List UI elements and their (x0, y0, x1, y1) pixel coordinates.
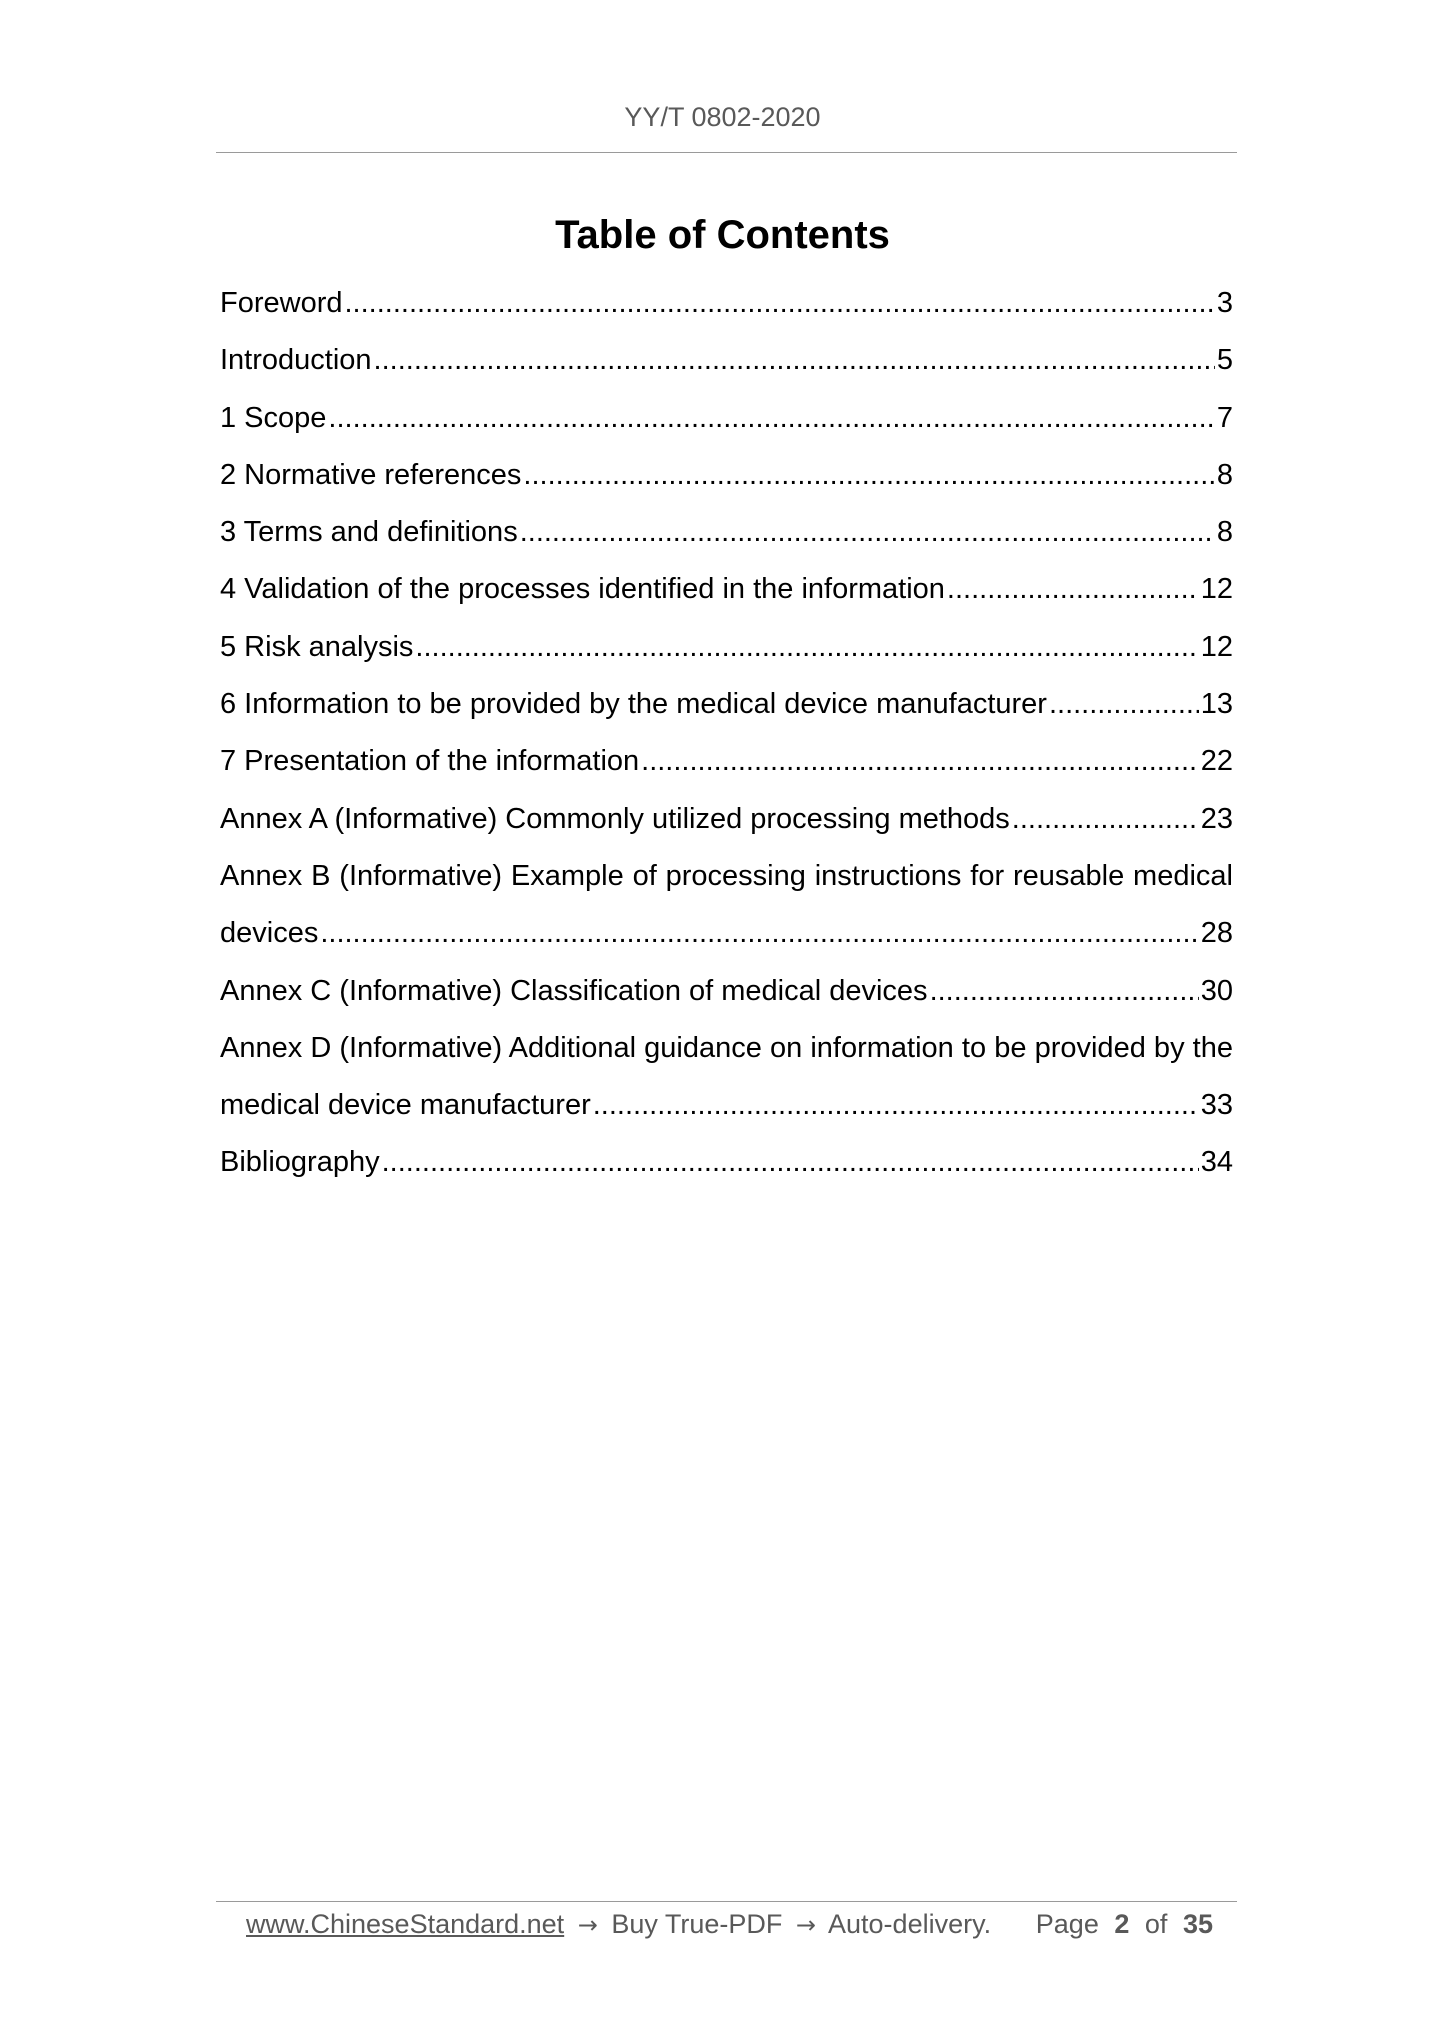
toc-entry-foreword[interactable] (220, 275, 1233, 332)
toc-entry-annex-b-line1[interactable]: Annex B (Informative) Example of processing instructions for reusable medical (220, 859, 1233, 892)
page-total: 35 (1182, 1909, 1213, 1939)
toc-leader-dots (1049, 676, 1199, 733)
toc-leader-dots (320, 905, 1198, 962)
toc-entry-normative-references[interactable] (220, 447, 1233, 504)
toc-entry-label: medical device manufacturer (220, 1089, 591, 1122)
arrow-right-icon: → (577, 1911, 598, 1939)
toc-entry-page: 23 (1200, 802, 1233, 835)
footer (246, 1904, 1221, 1944)
toc-leader-dots (345, 275, 1215, 332)
toc-entry-risk-analysis[interactable] (220, 619, 1233, 676)
toc-leader-dots (930, 963, 1199, 1020)
toc-entry-label: devices (220, 917, 319, 950)
page-title: Table of Contents (555, 213, 890, 257)
toc-entry-page: 8 (1216, 458, 1233, 491)
toc-entry-terms-definitions[interactable] (220, 504, 1233, 561)
toc-entry-page: 33 (1200, 1089, 1233, 1122)
toc-leader-dots (947, 561, 1199, 618)
toc-entry-page: 12 (1200, 630, 1233, 663)
toc-entry-annex-a[interactable] (220, 791, 1233, 848)
toc-entry-label: 5 Risk analysis (220, 630, 414, 663)
toc-entry-label: 7 Presentation of the information (220, 745, 640, 778)
toc-leader-dots (1012, 791, 1199, 848)
toc-leader-dots (641, 733, 1199, 790)
header-doc-code: YY/T 0802-2020 (624, 102, 821, 132)
toc-leader-dots (415, 619, 1198, 676)
toc-entry-label: 1 Scope (220, 401, 327, 434)
footer-delivery-text: Auto-delivery. (828, 1909, 992, 1939)
toc-leader-dots (523, 447, 1214, 504)
toc-entry-label: 6 Information to be provided by the medical device manufacturer (220, 688, 1047, 721)
toc-entry-page: 12 (1200, 573, 1233, 606)
footer-site-link[interactable]: www.ChineseStandard.net (246, 1909, 565, 1939)
toc-entry-label: 2 Normative references (220, 458, 522, 491)
toc-entry-label: Annex C (Informative) Classification of medical devices (220, 974, 928, 1007)
toc-entry-label: Annex A (Informative) Commonly utilized processing methods (220, 802, 1010, 835)
toc-entry-label: Bibliography (220, 1146, 380, 1179)
footer-rule (216, 1901, 1237, 1902)
toc-leader-dots (520, 504, 1215, 561)
toc-entry-annex-b[interactable] (220, 905, 1233, 962)
header-rule (216, 152, 1237, 153)
toc-entry-scope[interactable] (220, 390, 1233, 447)
arrow-right-icon: → (795, 1911, 816, 1939)
toc-entry-page: 28 (1200, 917, 1233, 950)
toc-leader-dots (593, 1077, 1199, 1134)
page-current: 2 (1114, 1909, 1130, 1939)
toc-entry-page: 13 (1200, 688, 1233, 721)
toc-entry-page: 30 (1200, 974, 1233, 1007)
toc-entry-information-provided[interactable] (220, 676, 1233, 733)
toc-leader-dots (328, 390, 1214, 447)
toc-entry-presentation[interactable] (220, 733, 1233, 790)
toc-leader-dots (374, 332, 1215, 389)
toc-entry-page: 22 (1200, 745, 1233, 778)
toc-entry-annex-c[interactable] (220, 963, 1233, 1020)
toc-entry-page: 7 (1216, 401, 1233, 434)
toc-leader-dots (382, 1134, 1199, 1191)
footer-buy-text: Buy True-PDF (611, 1909, 783, 1939)
toc-entry-bibliography[interactable] (220, 1134, 1233, 1191)
toc-entry-page: 34 (1200, 1146, 1233, 1179)
toc-entry-validation[interactable] (220, 561, 1233, 618)
toc-entry-label: 3 Terms and definitions (220, 516, 518, 549)
toc-entry-introduction[interactable] (220, 332, 1233, 389)
toc-entry-annex-d-line1[interactable]: Annex D (Informative) Additional guidance on information to be provided by the (220, 1031, 1233, 1064)
toc-entry-label: Introduction (220, 344, 372, 377)
of-word: of (1144, 1909, 1168, 1939)
toc-entry-label: Foreword (220, 287, 343, 319)
toc-entry-page: 3 (1216, 287, 1233, 319)
toc-entry-page: 8 (1216, 516, 1233, 549)
table-of-contents (220, 275, 1233, 1192)
page-word: Page (1035, 1909, 1099, 1939)
toc-entry-annex-d[interactable] (220, 1077, 1233, 1134)
toc-entry-page: 5 (1216, 344, 1233, 377)
page-number-indicator (1036, 1904, 1221, 1944)
toc-entry-label: 4 Validation of the processes identified in the information (220, 573, 945, 606)
